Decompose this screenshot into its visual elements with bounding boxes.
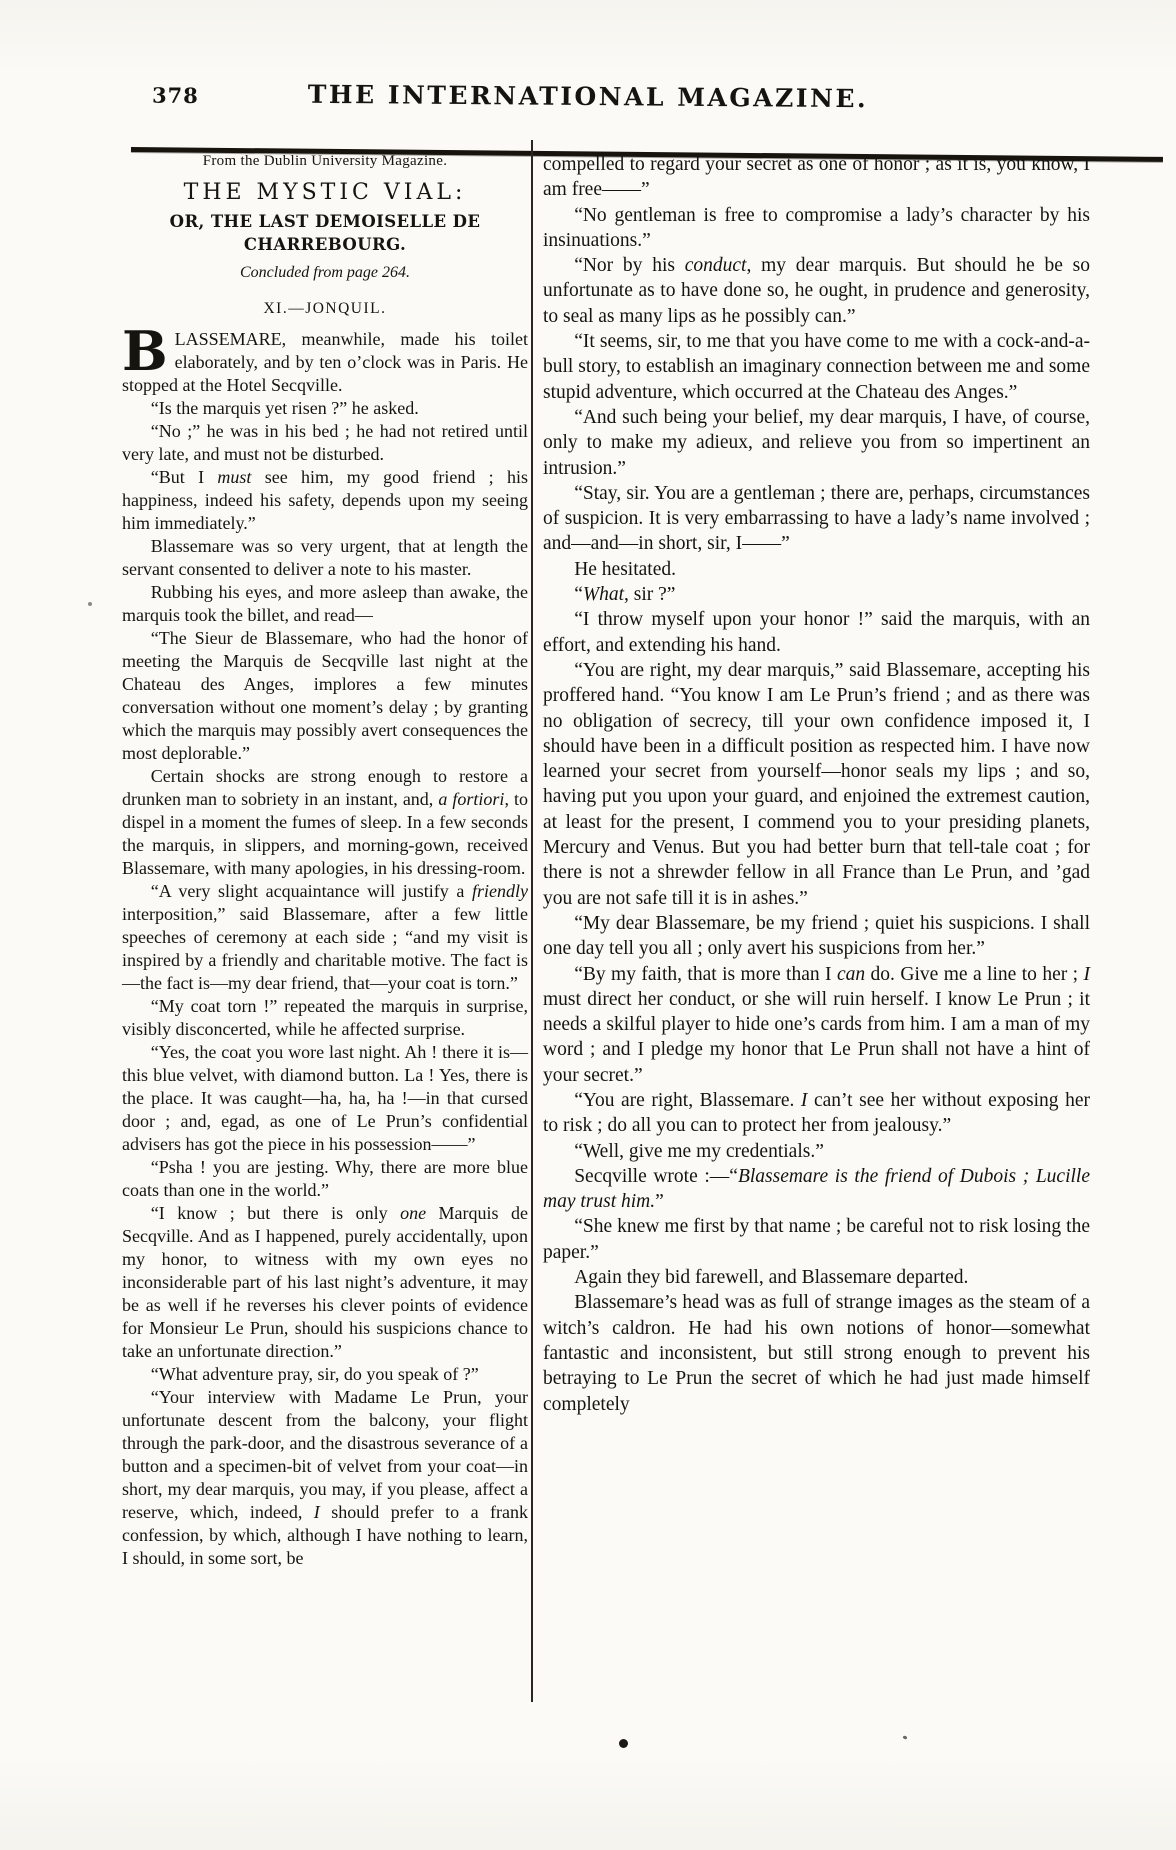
story-paragraph: “I know ; but there is only one Marquis de Secqville. And as I happened, purely accidentally, upon my honor, to witness with my own eyes no inconsiderable part of his last night’s adventure, it may be as well if he reverses his clever points of evidence for Monsieur Le Prun, should his suspicions chance to take an unfortunate direction.” [122, 1203, 529, 1361]
article-header [122, 150, 528, 320]
ink-speck [88, 602, 92, 606]
story-paragraph: “And such being your belief, my dear marquis, I have, of course, only to make my adieux, and relieve you from so impertinent an intrusion.” [543, 406, 1090, 479]
article-subtitle: OR, THE LAST DEMOISELLE DE CHARREBOURG. [169, 212, 481, 254]
chapter-heading: XI.—JONQUIL. [263, 300, 387, 317]
story-paragraph: Again they bid farewell, and Blassemare departed. [574, 1267, 969, 1289]
story-paragraph: “Is the marquis yet risen ?” he asked. [150, 398, 419, 418]
story-paragraph: “She knew me first by that name ; be careful not to risk losing the paper.” [543, 1216, 1090, 1263]
story-paragraph: Rubbing his eyes, and more asleep than awake, the marquis took the billet, and read— [122, 582, 528, 625]
story-paragraph: Secqville wrote :—“Blassemare is the friend of Dubois ; Lucille may trust him.” [543, 1165, 1090, 1213]
source-credit: From the Dublin University Magazine. [202, 153, 448, 169]
story-paragraph: “It seems, sir, to me that you have come to me with a cock-and-a-bull story, to establish an imaginary connection between me and some stupid adventure, which occurred at the Chateau des Anges.” [543, 331, 1090, 403]
story-paragraph: Certain shocks are strong enough to restore a drunken man to sobriety in an instant, and, a fortiori, to dispel in a moment the fumes of sleep. In a few seconds the marquis, in slippers, and morning-gown, received Blassemare, with many apologies, in his dressing-room. [122, 766, 528, 878]
story-paragraph: “Psha ! you are jesting. Why, there are more blue coats than one in the world.” [122, 1157, 528, 1200]
opening-paragraph-text: LASSEMARE, meanwhile, made his toilet elaborately, and by ten o’clock was in Paris. He stopped at the Hotel Secqville. [122, 329, 528, 395]
story-paragraph: “I throw myself upon your honor !” said the marquis, with an effort, and extending his hand. [543, 609, 1090, 656]
story-paragraph: “No ;” he was in his bed ; he had not retired until very late, and must not be disturbed. [122, 421, 528, 464]
story-paragraph: “A very slight acquaintance will justify a friendly interposition,” said Blassemare, after a few little speeches of ceremony at each side ; “and my visit is inspired by a friendly and charitable motive. The fact is—the fact is—my dear friend, that—your coat is torn.” [122, 881, 528, 993]
story-paragraph: “Your interview with Madame Le Prun, your unfortunate descent from the balcony, your flight through the park-door, and the disastrous severance of a button and a specimen-bit of velvet from your coat—in short, my dear marquis, you may, if you please, affect a reserve, which, indeed, I should prefer to a frank confession, by which, although I have nothing to learn, I should, in some sort, be [122, 1387, 528, 1568]
right-column-text [543, 152, 1090, 1417]
story-paragraph: “You are right, my dear marquis,” said Blassemare, accepting his proffered hand. “You know I am Le Prun’s friend ; and as there was no obligation of secrecy, till your own confidence imposed it, I should have been in a difficult position as respected him. I have now learned your secret from yourself—honor seals my lips ; and so, having put you upon your guard, and enjoined the extremest caution, at least for the present, I commend you to your presiding planets, Mercury and Venus. But you had better burn that tell-tale coat ; for there is not a shrewder fellow in all France than Le Prun, and ’gad you are not safe till it is in ashes.” [543, 659, 1090, 909]
story-paragraph: He hesitated. [574, 558, 676, 580]
drop-cap: B [122, 319, 168, 383]
article-title: THE MYSTIC VIAL: [183, 180, 467, 205]
story-paragraph: “No gentleman is free to compromise a lady’s character by his insinuations.” [543, 204, 1090, 251]
running-head [0, 77, 1176, 115]
story-paragraph: Blassemare’s head was as full of strange images as the steam of a witch’s caldron. He had his own notions of honor—somewhat fantastic and inconsistent, but still strong enough to prevent his betraying to Le Prun the secret of which he had just made himself completely [543, 1292, 1090, 1415]
story-paragraph: “Yes, the coat you wore last night. Ah ! there it is—this blue velvet, with diamond button. La ! Yes, there is the place. It was caught—ha, ha, ha !—in that cursed door ; and, egad, as one of Le Prun’s confidential advisers has got the piece in his possession——” [122, 1042, 528, 1154]
story-paragraph: “You are right, Blassemare. I can’t see her without exposing her to risk ; do all you can to protect her from jealousy.” [543, 1089, 1090, 1137]
story-paragraph: “My coat torn !” repeated the marquis in surprise, visibly disconcerted, while he affected surprise. [122, 996, 528, 1039]
right-column [543, 152, 1090, 1417]
left-column [122, 150, 528, 1570]
story-paragraph: “What, sir ?” [574, 584, 676, 606]
ink-speck [903, 1735, 908, 1739]
story-paragraph: “Stay, sir. You are a gentleman ; there are, perhaps, circumstances of suspicion. It is very embarrassing to have a lady’s name involved ; and—and—in short, sir, I——” [543, 482, 1090, 555]
page-number: 378 [151, 82, 199, 108]
left-column-text [122, 397, 528, 1570]
story-paragraph: “Nor by his conduct, my dear marquis. But should he be so unfortunate as to have done so, he ought, in prudence and generosity, to seal as many lips as he possibly can.” [543, 255, 1090, 327]
story-paragraph: Blassemare was so very urgent, that at length the servant consented to deliver a note to his master. [122, 536, 528, 579]
story-paragraph: “By my faith, that is more than I can do. Give me a line to her ; I must direct her conduct, or she will ruin herself. I know Le Prun ; it needs a skilful player to hide one’s cards from him. I am a man of my word ; and I pledge my honor that Le Prun shall not have a hint of your secret.” [543, 963, 1090, 1086]
opening-paragraph [122, 319, 528, 397]
magazine-title: THE INTERNATIONAL MAGAZINE. [307, 79, 869, 114]
story-paragraph: “But I must see him, my good friend ; his happiness, indeed his safety, depends upon my seeing him immediately.” [122, 467, 528, 533]
story-paragraph: “What adventure pray, sir, do you speak of ?” [150, 1364, 479, 1384]
story-paragraph: compelled to regard your secret as one of honor ; as it is, you know, I am free——” [543, 154, 1090, 201]
continuation-note: Concluded from page 264. [239, 264, 411, 281]
column-divider [531, 140, 533, 1702]
story-paragraph: “Well, give me my credentials.” [574, 1140, 824, 1162]
story-paragraph: “My dear Blassemare, be my friend ; quiet his suspicions. I shall one day tell you all ; only avert his suspicions from her.” [543, 912, 1090, 960]
story-paragraph: “The Sieur de Blassemare, who had the honor of meeting the Marquis de Secqville last night at the Chateau des Anges, implores a few minutes conversation without one moment’s delay ; by granting which the marquis may possibly avert consequences the most deplorable.” [122, 628, 528, 763]
ink-speck [619, 1739, 628, 1748]
